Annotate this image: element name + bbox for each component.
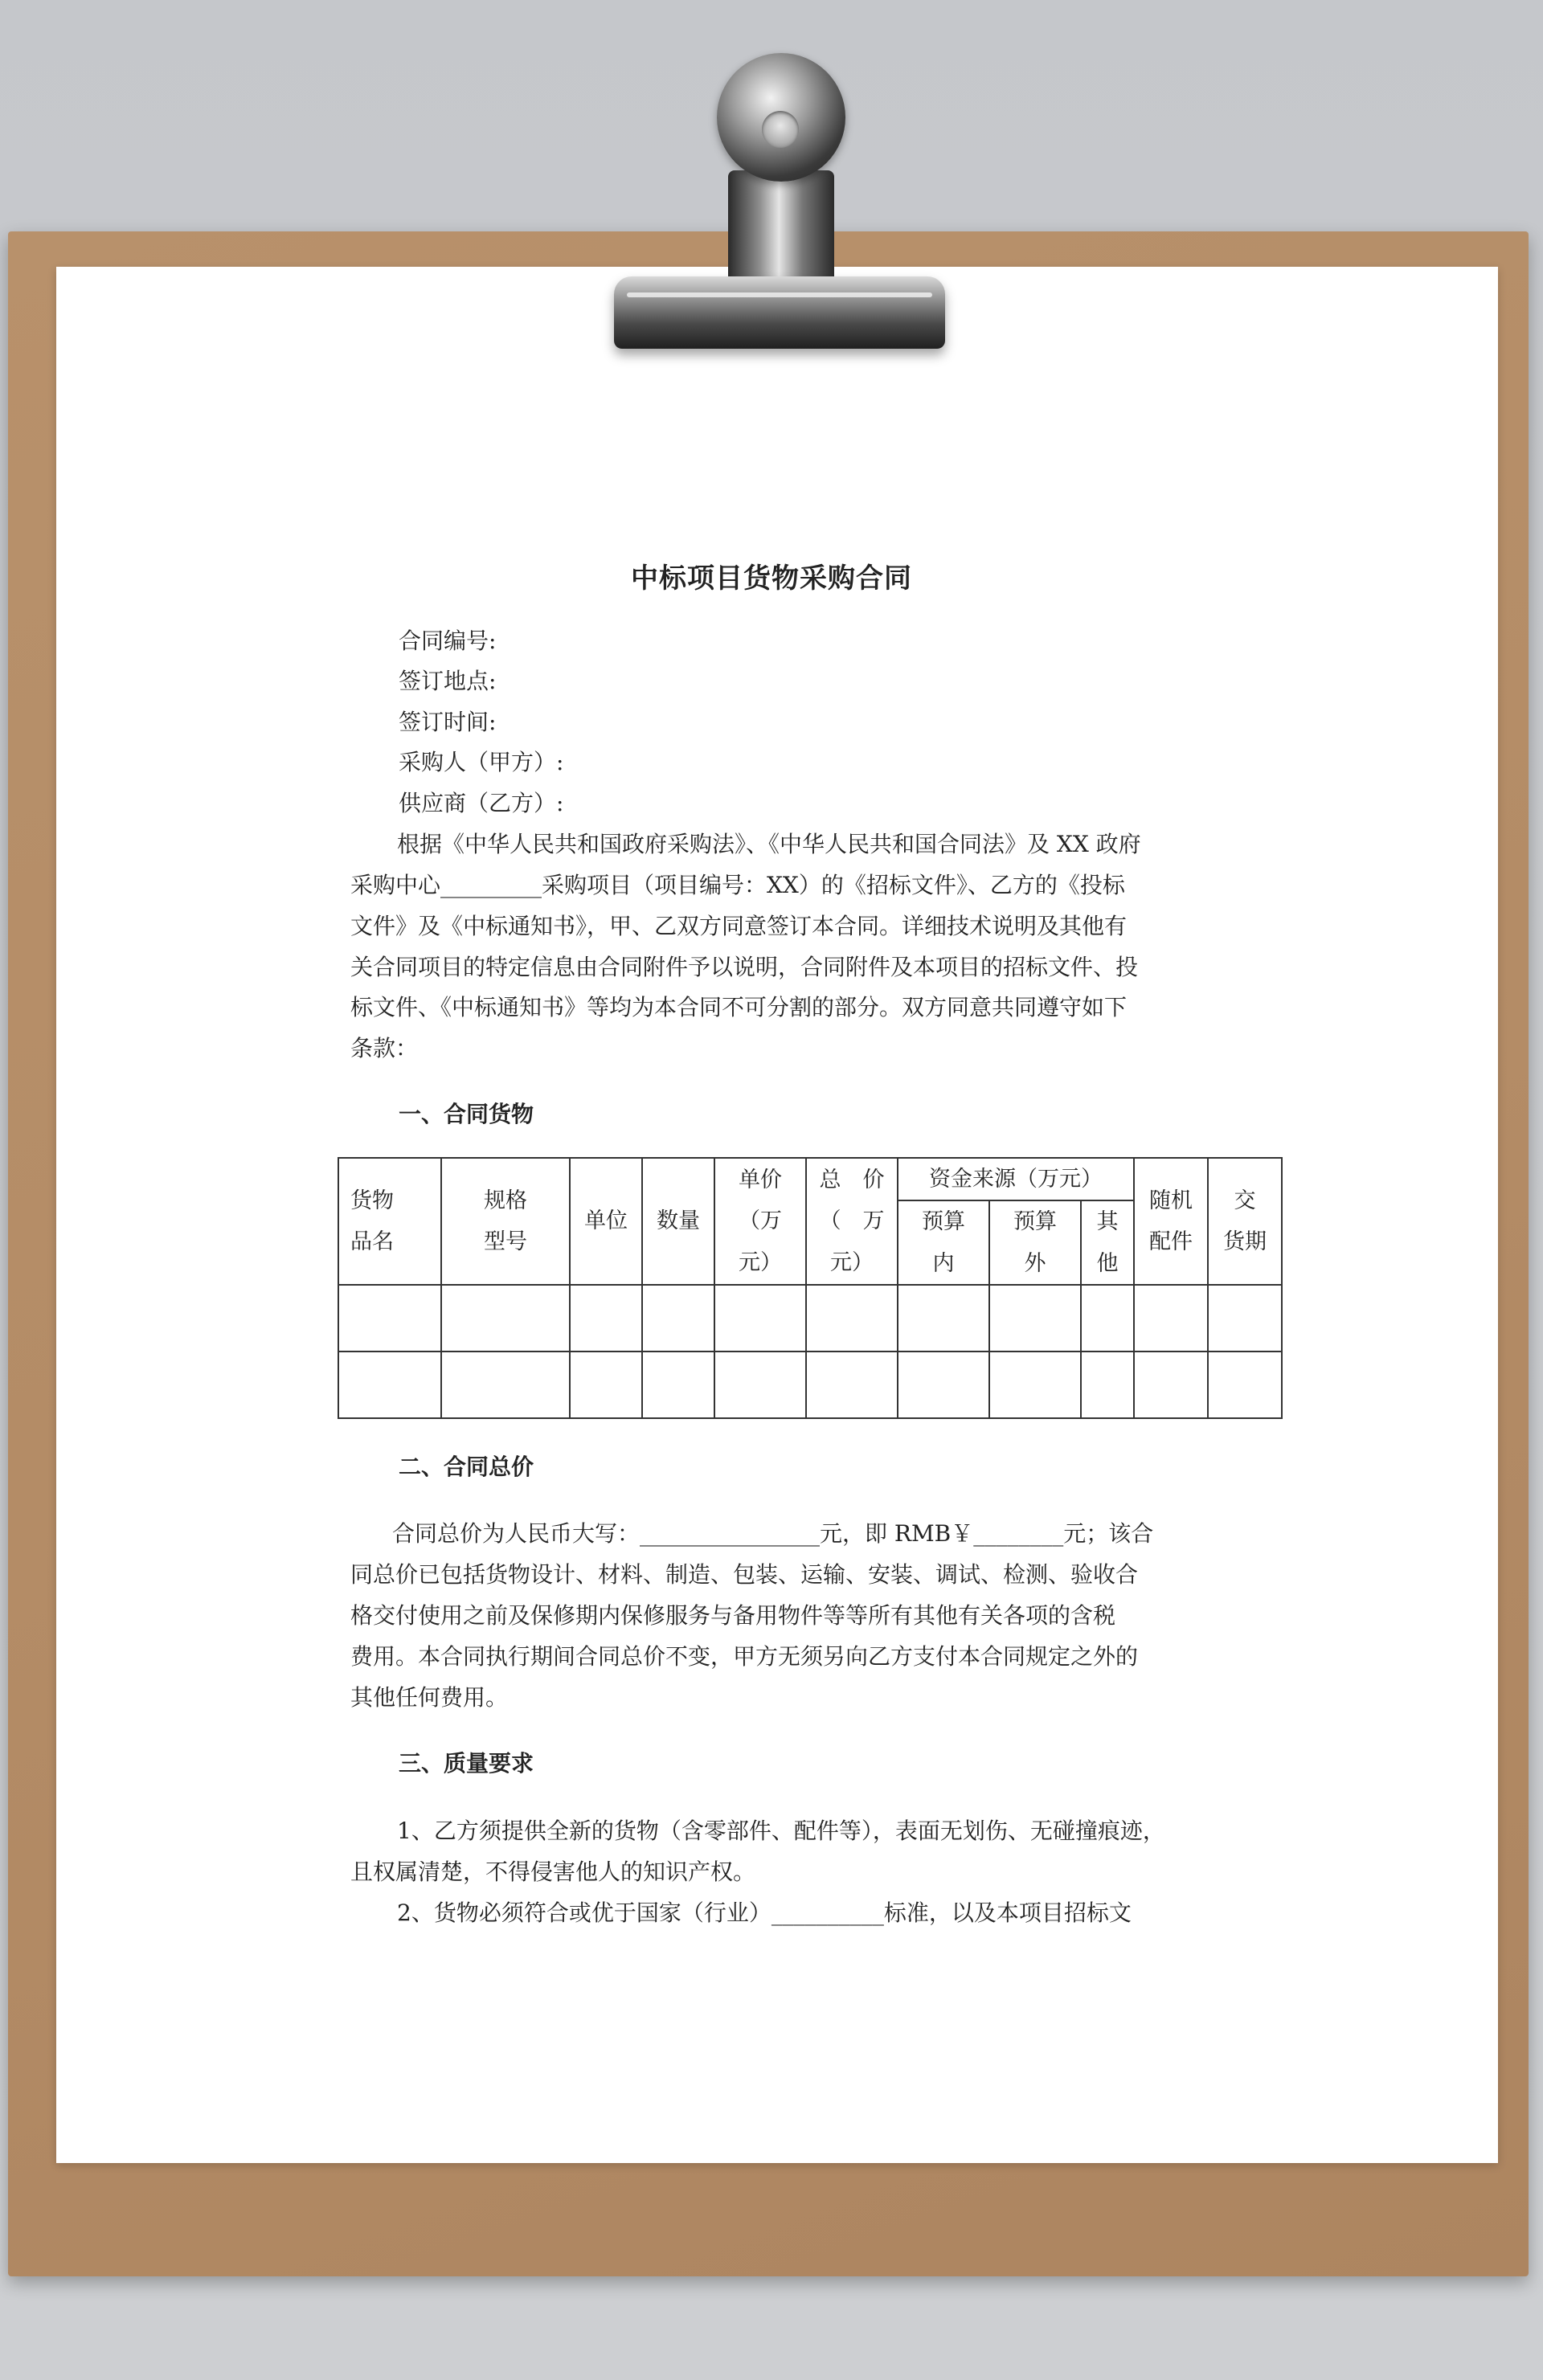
header-fund-source: 资金来源（万元） [898,1158,1134,1200]
header-accessories: 随机 配件 [1134,1158,1208,1285]
quality-line: 2、货物必须符合或优于国家（行业）__________标准，以及本项目招标文 [397,1900,1132,1926]
section-heading-total-price: 二、合同总价 [399,1454,534,1480]
field-purchaser: 采购人（甲方）: [399,749,564,775]
header-out-budget: 预算 外 [989,1200,1081,1285]
intro-line: 关合同项目的特定信息由合同附件予以说明，合同附件及本项目的招标文件、投 [350,954,1139,980]
price-line: 其他任何费用。 [350,1684,509,1711]
header-unit-price: 单价 （万 元） [714,1158,806,1285]
header-other: 其 他 [1081,1200,1134,1285]
price-line: 费用。本合同执行期间合同总价不变，甲方无须另向乙方支付本合同规定之外的 [350,1643,1139,1670]
intro-line: 条款： [350,1035,419,1061]
field-contract-number: 合同编号: [399,628,497,654]
intro-line: 标文件、《中标通知书》等均为本合同不可分割的部分。双方同意共同遵守如下 [350,994,1128,1020]
field-supplier: 供应商（乙方）: [399,790,564,816]
table-row [338,1352,1282,1418]
table-row [338,1285,1282,1352]
intro-line: 文件》及《中标通知书》，甲、乙双方同意签订本合同。详细技术说明及其他有 [350,913,1128,939]
header-unit: 单位 [570,1158,642,1285]
header-quantity: 数量 [642,1158,714,1285]
quality-line: 1、乙方须提供全新的货物（含零部件、配件等），表面无划伤、无碰撞痕迹， [397,1818,1165,1844]
intro-line: 采购中心_________采购项目（项目编号：XX）的《招标文件》、乙方的《投标 [350,872,1125,898]
header-spec-model: 规格 型号 [441,1158,570,1285]
field-signing-place: 签订地点: [399,668,497,694]
field-signing-time: 签订时间: [399,709,497,735]
goods-table [338,1157,1283,1419]
price-line: 合同总价为人民币大写：________________元，即 RMB￥________元；该合 [392,1520,1154,1547]
document-title: 中标项目货物采购合同 [631,562,912,595]
section-heading-quality: 三、质量要求 [399,1750,534,1777]
header-delivery-period: 交 货期 [1208,1158,1282,1285]
intro-line: 根据《中华人民共和国政府采购法》、《中华人民共和国合同法》及 XX 政府 [397,831,1141,857]
quality-line: 且权属清楚，不得侵害他人的知识产权。 [350,1859,756,1885]
price-line: 同总价已包括货物设计、材料、制造、包装、运输、安装、调试、检测、验收合 [350,1561,1139,1588]
price-line: 格交付使用之前及保修期内保修服务与备用物件等等所有其他有关各项的含税 [350,1602,1116,1629]
header-in-budget: 预算 内 [898,1200,989,1285]
section-heading-goods: 一、合同货物 [399,1101,534,1127]
header-goods-name: 货物 品名 [338,1158,441,1285]
header-total-price: 总 价 （ 万 元） [806,1158,898,1285]
